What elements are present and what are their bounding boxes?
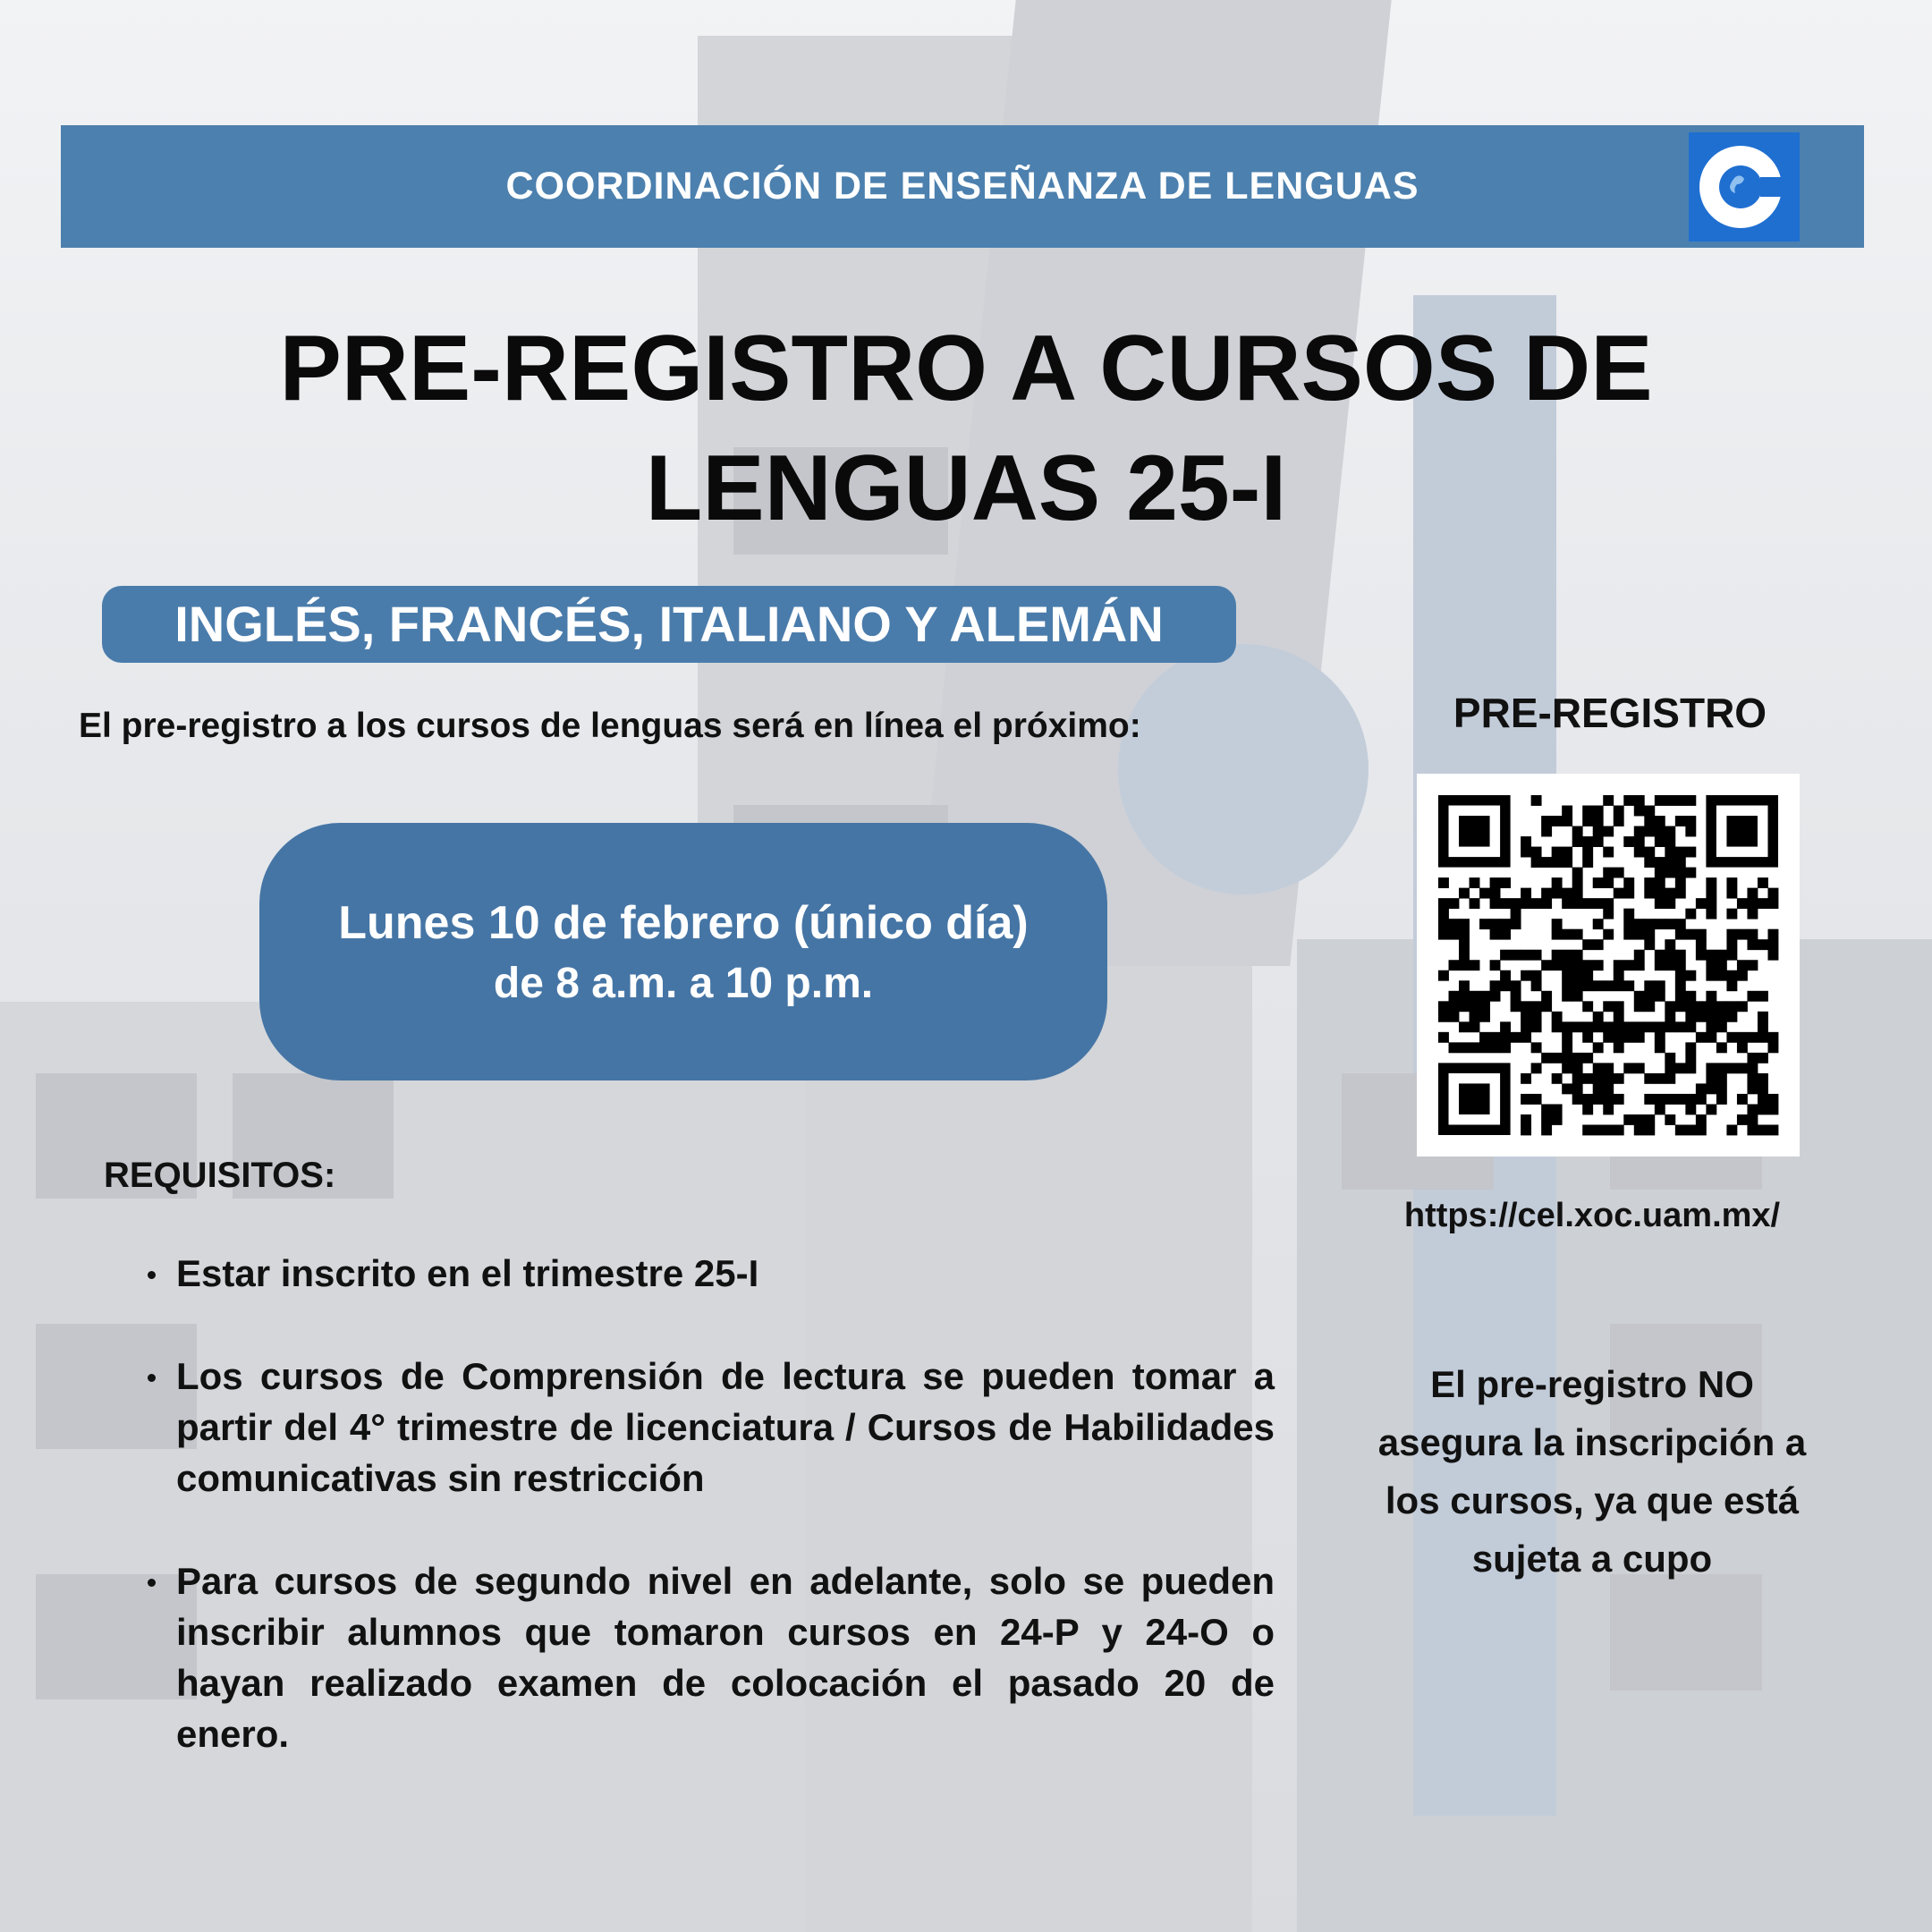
requirements-title: REQUISITOS: [104,1156,336,1195]
header-bar [61,125,1864,248]
qr-title: PRE-REGISTRO [1453,690,1767,736]
requirement-text: Los cursos de Comprensión de lectura se pueden tomar a partir del 4° trimestre de licenciatura / Cursos de Habilidades comunicativas sin restricción [176,1355,1275,1499]
date-panel [259,823,1107,1080]
bullet-icon [148,1374,156,1382]
page-title-line-2: LENGUAS 25-I [645,436,1287,540]
registration-link[interactable]: https://cel.xoc.uam.mx/ [1403,1197,1781,1234]
list-item [148,1351,1275,1504]
page-title-line-1: PRE-REGISTRO A CURSOS DE [279,317,1653,420]
intro-text: El pre-registro a los cursos de lenguas será en línea el próximo: [79,707,1141,745]
requirement-text: Para cursos de segundo nivel en adelante, solo se pueden inscribir alumnos que tomaron cursos en 24-P y 24-O o hayan realizado examen de colocación el pasado 20 de enero. [176,1560,1275,1755]
requirement-text: Estar inscrito en el trimestre 25-I [176,1252,759,1294]
languages-badge: INGLÉS, FRANCÉS, ITALIANO Y ALEMÁN [102,586,1236,663]
page-title [161,309,1771,548]
bullet-icon [148,1271,156,1279]
list-item [148,1248,1275,1299]
bullet-icon [148,1579,156,1587]
list-item [148,1555,1275,1759]
org-title: COORDINACIÓN DE ENSEÑANZA DE LENGUAS [505,165,1419,208]
cel-globe-logo-icon [1689,132,1800,242]
date-line: Lunes 10 de febrero (único día) [338,897,1029,949]
time-line: de 8 a.m. a 10 p.m. [493,960,874,1007]
requirements-list [148,1248,1275,1811]
qr-code-icon[interactable] [1417,774,1800,1157]
disclaimer-note: El pre-registro NO asegura la inscripción a los cursos, ya que está sujeta a cupo [1377,1363,1807,1580]
